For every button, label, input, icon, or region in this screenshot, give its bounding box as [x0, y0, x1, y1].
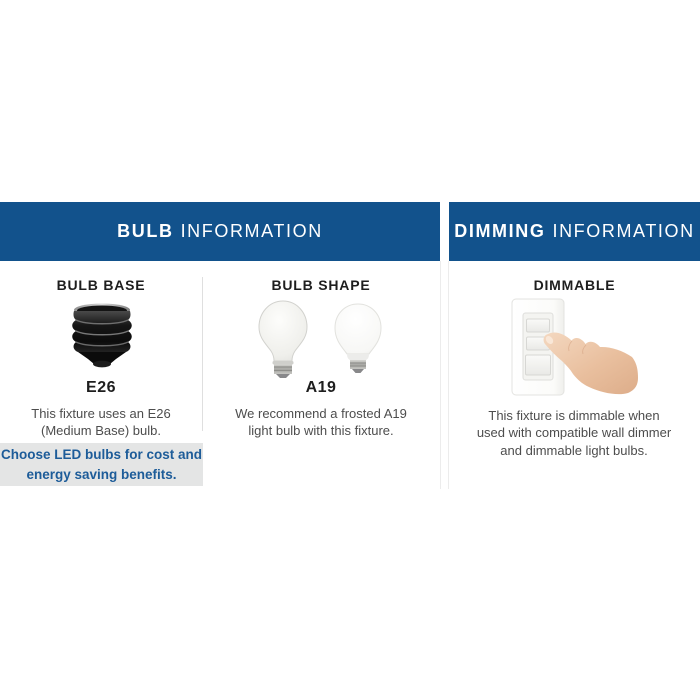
led-bulbs-note: Choose LED bulbs for cost and energy saving benefits.: [0, 443, 203, 486]
e26-base-image: [64, 301, 140, 380]
dimmable-description: This fixture is dimmable when used with compatible wall dimmer and dimmable light bulbs.: [476, 408, 672, 458]
bulb-base-description: This fixture uses an E26 (Medium Base) bulb.: [31, 406, 171, 439]
dimmer-switch-hand-image: [490, 290, 670, 410]
bulb-header-regular: INFORMATION: [180, 221, 323, 241]
panel-gap-line-right: [448, 261, 449, 489]
a19-bulbs-image: [246, 299, 396, 384]
bulb-header-emphasis: BULB: [117, 221, 174, 241]
bulb-shape-label: A19: [305, 379, 337, 396]
bulb-base-heading: BULB BASE: [56, 277, 146, 293]
bulb-base-label: E26: [86, 379, 116, 396]
dimmable-heading: DIMMABLE: [533, 277, 616, 293]
panel-gap-line-left: [440, 261, 441, 489]
dimming-header-regular: INFORMATION: [552, 221, 695, 241]
column-divider: [202, 277, 203, 431]
dimming-information-header: [449, 202, 700, 261]
bulb-information-header: [0, 202, 440, 261]
bulb-shape-heading: BULB SHAPE: [271, 277, 371, 293]
dimming-header-emphasis: DIMMING: [454, 221, 546, 241]
bulb-shape-description: We recommend a frosted A19 light bulb with this fixture.: [235, 406, 407, 439]
